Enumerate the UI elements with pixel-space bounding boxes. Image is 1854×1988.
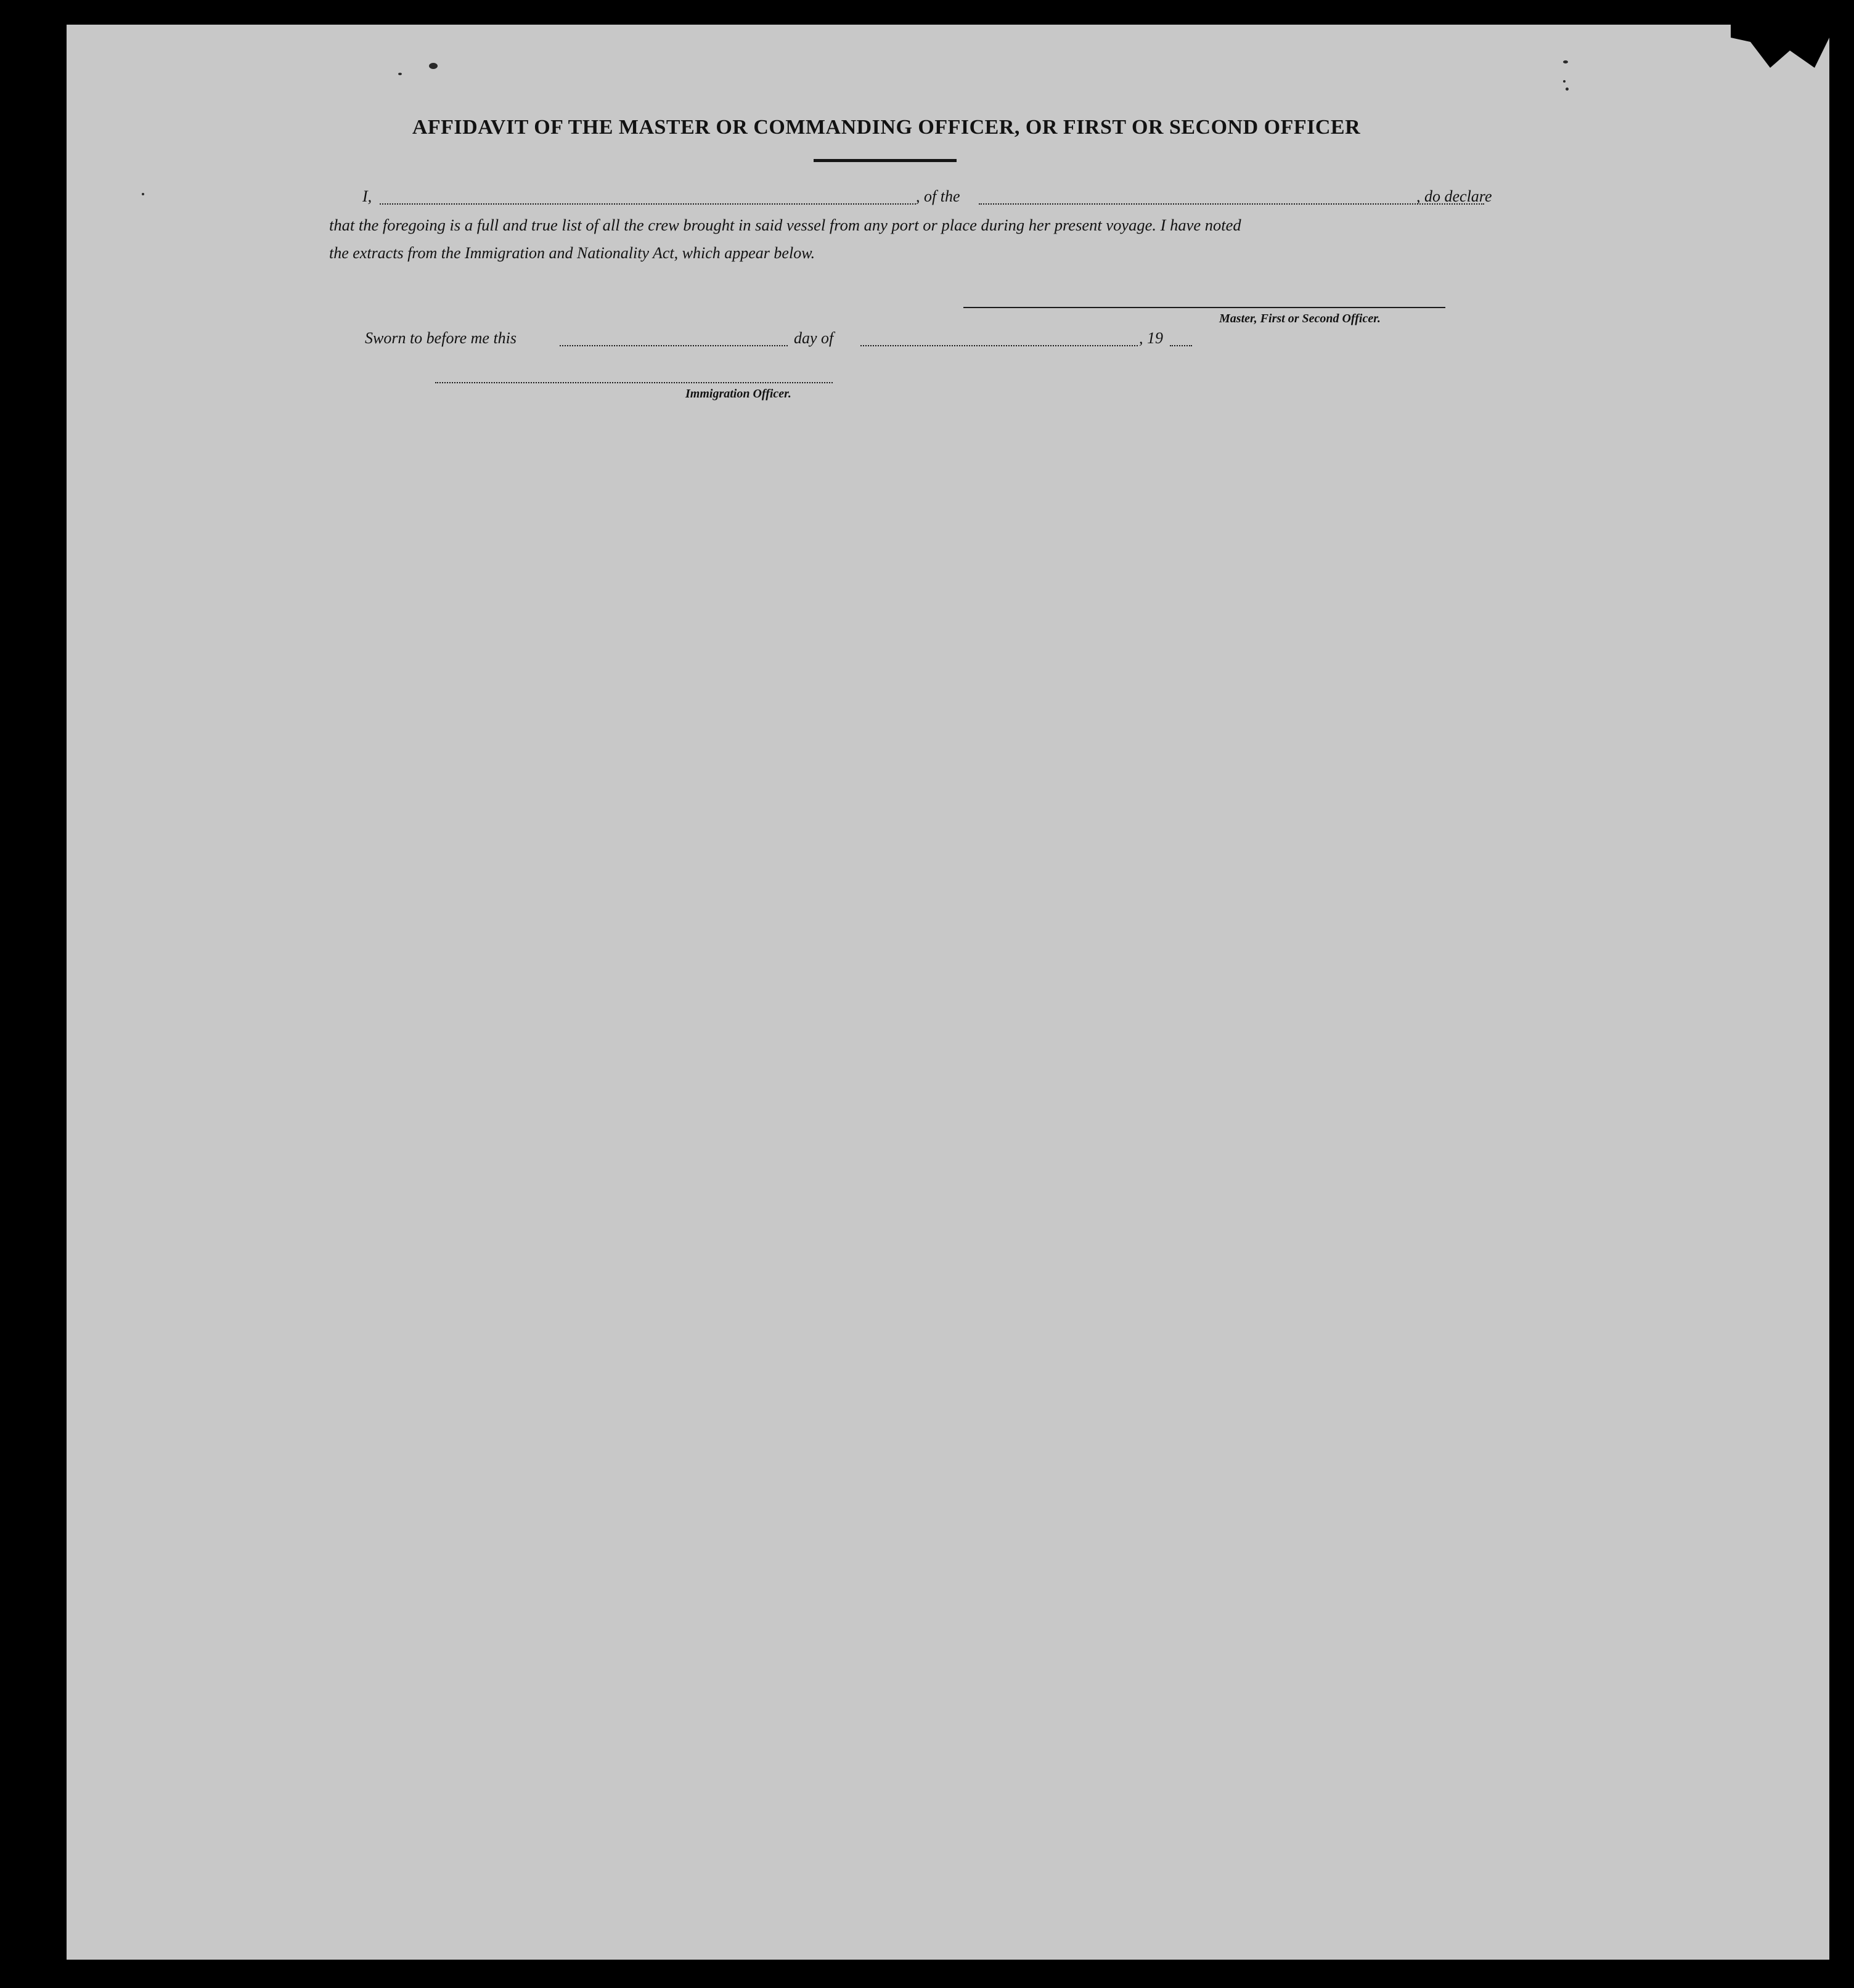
sworn-day-of: day of xyxy=(794,329,834,347)
immigration-officer-signature-line[interactable] xyxy=(435,382,833,383)
form-sheet xyxy=(67,25,1829,1960)
ink-speck xyxy=(1563,80,1566,83)
ink-speck xyxy=(398,73,402,75)
declaration-text-line-2: that the foregoing is a full and true list of all the crew brought in said vessel from any port or place during her present voyage. I have noted xyxy=(329,216,1241,234)
sworn-day-field[interactable] xyxy=(560,345,788,346)
declaration-of-the: , of the xyxy=(916,187,960,205)
ink-speck xyxy=(1566,88,1569,91)
ink-speck xyxy=(429,63,438,69)
master-signature-label: Master, First or Second Officer. xyxy=(1219,312,1381,325)
immigration-officer-label: Immigration Officer. xyxy=(685,387,791,401)
title-underline xyxy=(814,159,957,162)
sworn-month-field[interactable] xyxy=(860,345,1138,346)
declaration-do-declare: , do declare xyxy=(1416,187,1492,205)
master-signature-line[interactable] xyxy=(963,307,1445,308)
declaration-prefix: I, xyxy=(362,187,372,205)
sworn-year-prefix: , 19 xyxy=(1139,329,1163,347)
form-title: AFFIDAVIT OF THE MASTER OR COMMANDING OFFICER, OR FIRST OR SECOND OFFICER xyxy=(412,116,1361,139)
vessel-name-field[interactable] xyxy=(979,203,1484,205)
declaration-text-line-3: the extracts from the Immigration and Nationality Act, which appear below. xyxy=(329,244,815,262)
ink-speck xyxy=(142,193,144,195)
declarant-name-field[interactable] xyxy=(380,203,916,205)
sworn-prefix: Sworn to before me this xyxy=(365,329,517,347)
ink-speck xyxy=(1563,60,1568,63)
sworn-year-field[interactable] xyxy=(1170,345,1192,346)
torn-corner xyxy=(1731,25,1829,68)
